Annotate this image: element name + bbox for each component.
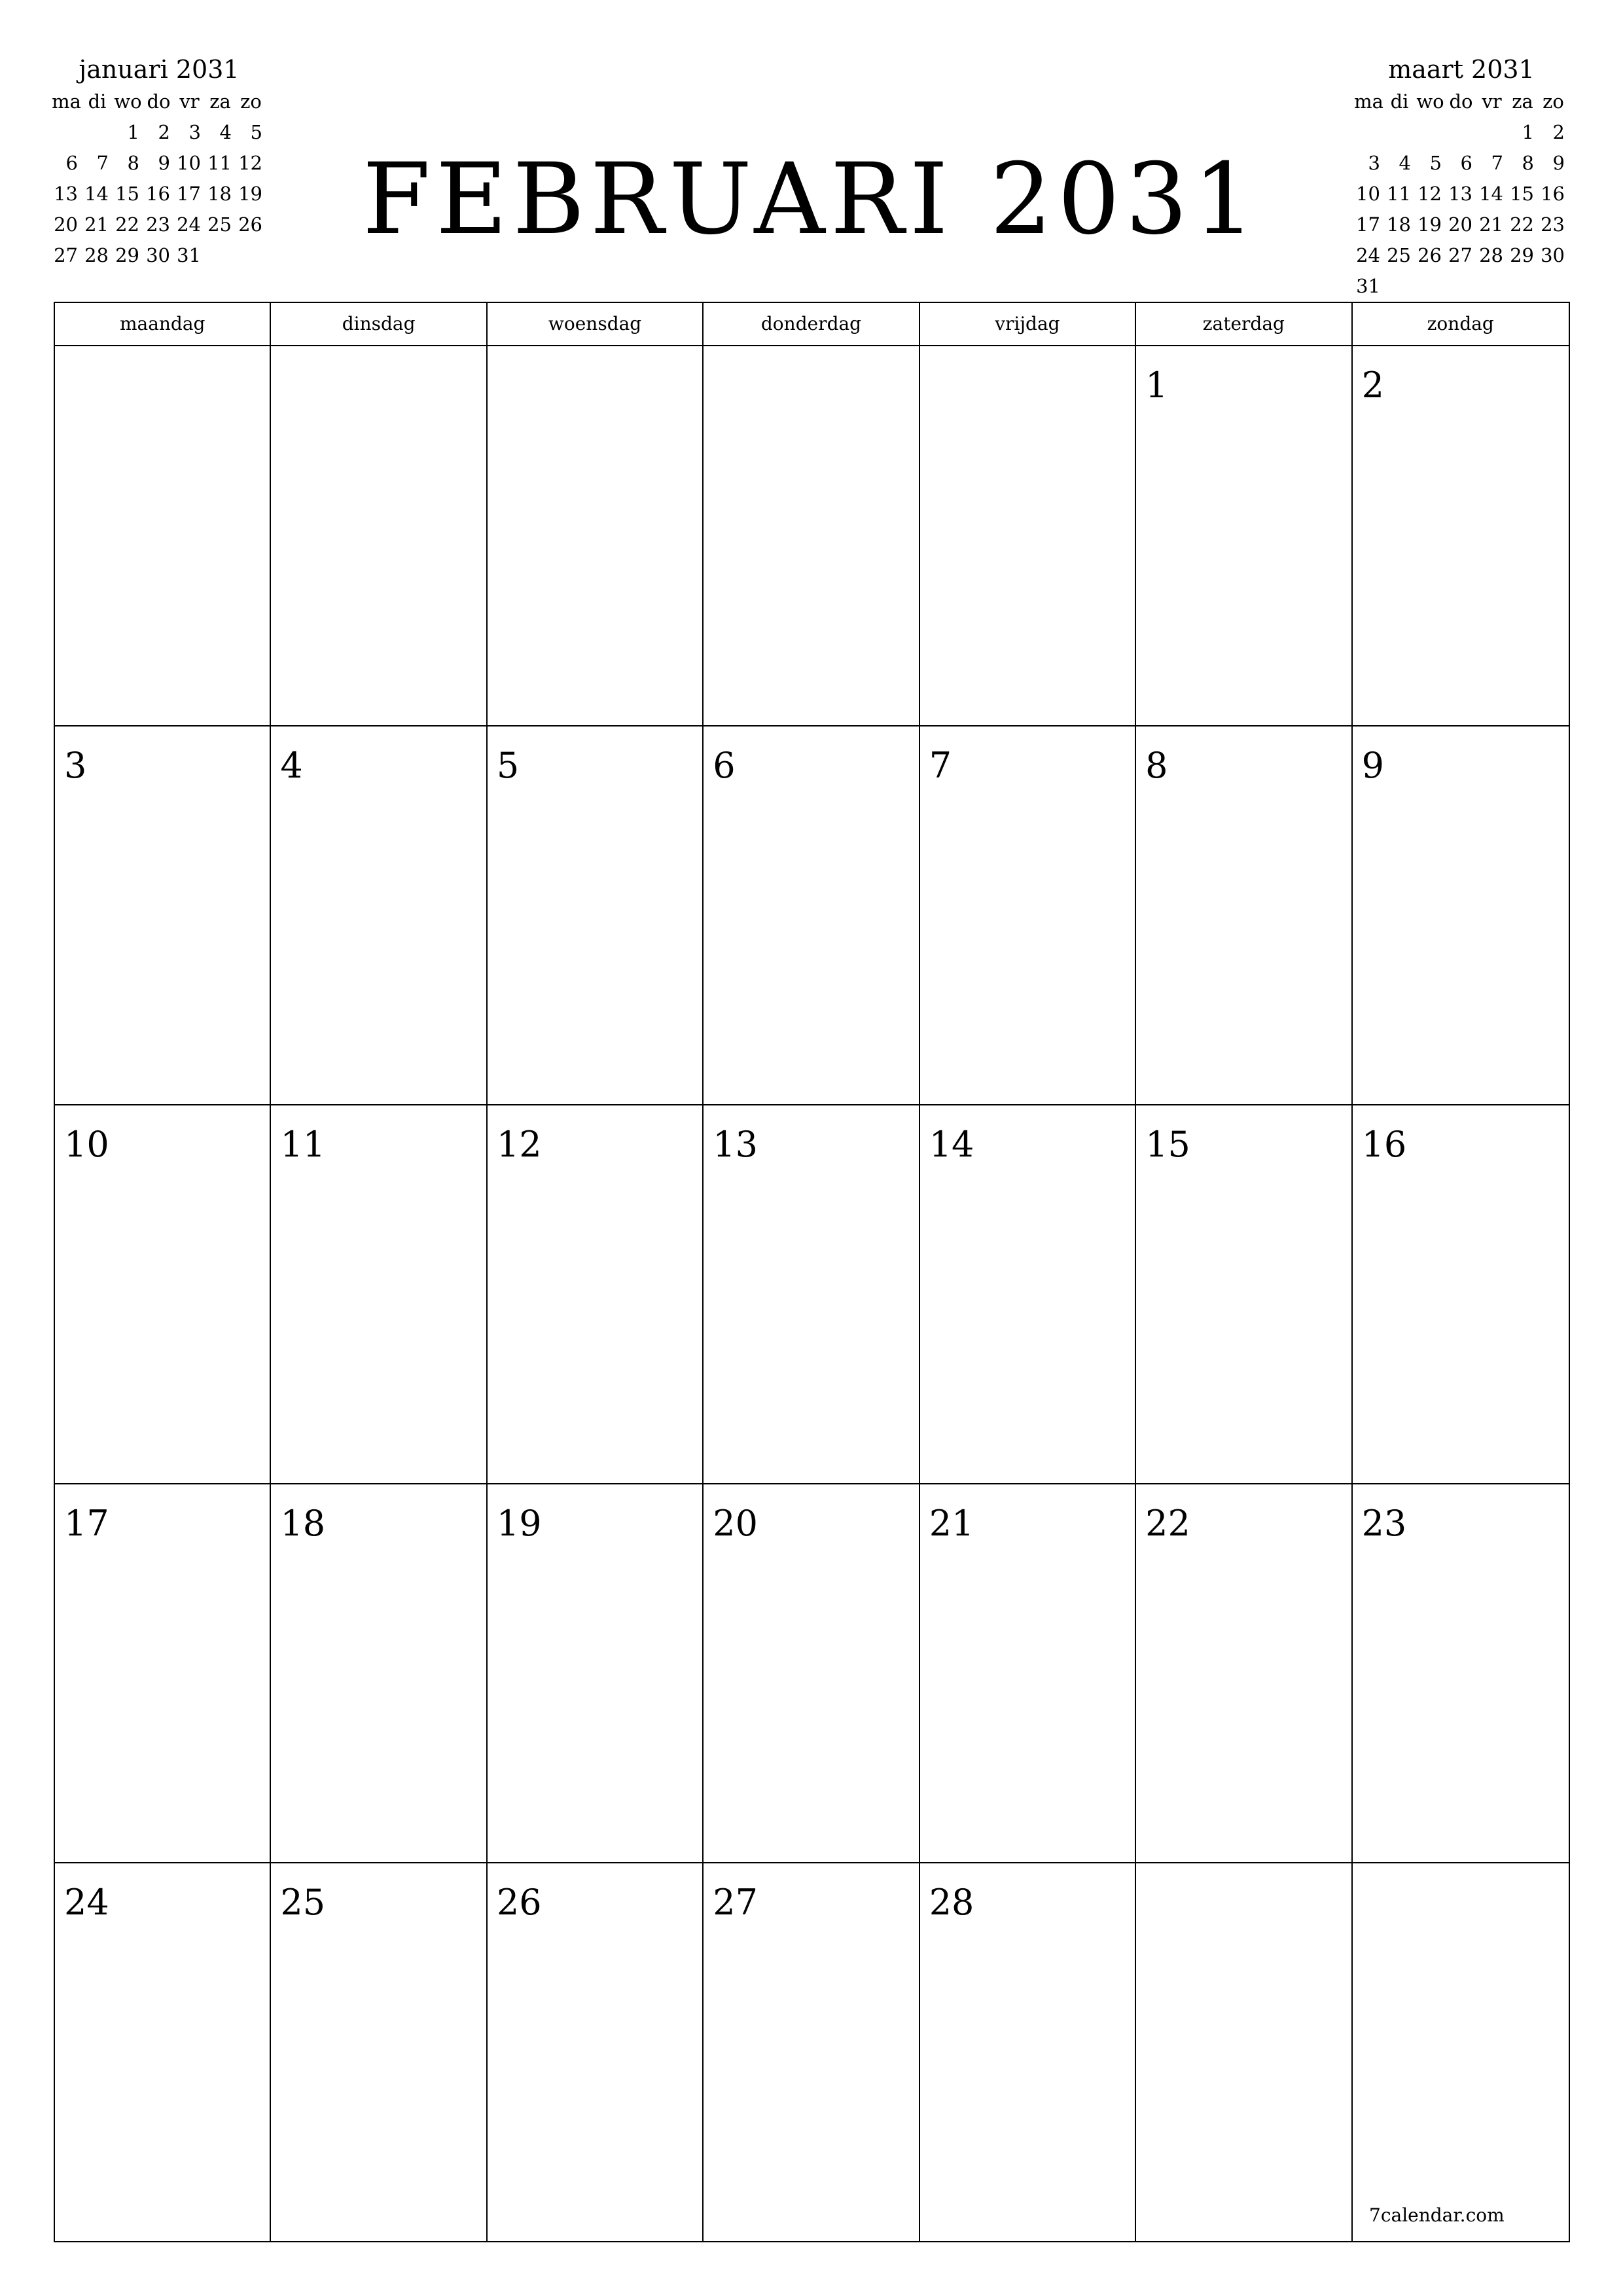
mini-day-number: 5 xyxy=(250,121,262,143)
mini-day-number: 26 xyxy=(238,213,262,236)
day-number: 25 xyxy=(280,1882,326,1923)
day-cell xyxy=(488,346,704,725)
day-cell xyxy=(1353,1483,1569,1862)
mini-calendar-next-month xyxy=(1353,52,1569,302)
mini-day-number: 6 xyxy=(1460,152,1472,174)
mini-empty-cell xyxy=(1446,117,1476,148)
mini-day-number: 3 xyxy=(188,121,201,143)
day-cell xyxy=(55,1104,271,1483)
mini-empty-cell xyxy=(1476,117,1507,148)
mini-day-number: 28 xyxy=(1479,244,1503,266)
mini-empty-cell xyxy=(1446,271,1476,302)
day-number: 4 xyxy=(280,745,303,786)
day-cell xyxy=(55,725,271,1104)
day-number: 3 xyxy=(64,745,87,786)
mini-day-number: 20 xyxy=(54,213,78,236)
day-cell xyxy=(488,1483,704,1862)
weekday-header: woensdag xyxy=(488,303,704,345)
mini-weekday-header: di xyxy=(1390,90,1409,113)
mini-day-number: 11 xyxy=(207,152,232,174)
mini-weekday-header: wo xyxy=(114,90,142,113)
mini-weekday-header: zo xyxy=(1543,90,1564,113)
day-number: 7 xyxy=(929,745,952,786)
mini-day-number: 12 xyxy=(238,152,262,174)
day-number: 2 xyxy=(1361,365,1384,406)
mini-empty-cell xyxy=(1384,117,1415,148)
mini-calendar-title: januari 2031 xyxy=(79,55,240,84)
day-cell xyxy=(920,1862,1136,2241)
day-cell xyxy=(1353,1104,1569,1483)
mini-day-number: 13 xyxy=(54,183,78,205)
mini-day-number: 9 xyxy=(158,152,170,174)
day-number: 19 xyxy=(496,1503,542,1544)
day-cell xyxy=(704,725,919,1104)
day-cell xyxy=(271,346,487,725)
mini-day-number: 31 xyxy=(177,244,201,266)
mini-empty-cell xyxy=(1415,271,1446,302)
mini-weekday-header: vr xyxy=(1482,90,1502,113)
day-cell xyxy=(1353,725,1569,1104)
mini-day-number: 1 xyxy=(127,121,139,143)
day-number: 28 xyxy=(929,1882,974,1923)
day-number: 9 xyxy=(1361,745,1384,786)
mini-day-number: 6 xyxy=(65,152,78,174)
mini-day-number: 8 xyxy=(127,152,139,174)
day-cell xyxy=(488,1104,704,1483)
day-cell xyxy=(271,1862,487,2241)
mini-empty-cell xyxy=(1384,271,1415,302)
day-number: 6 xyxy=(713,745,736,786)
mini-weekday-header: ma xyxy=(52,90,81,113)
mini-day-number: 21 xyxy=(84,213,109,236)
footer-credit: 7calendar.com xyxy=(1369,2204,1505,2226)
day-cell xyxy=(704,1862,919,2241)
day-number: 13 xyxy=(713,1124,758,1165)
mini-day-number: 13 xyxy=(1448,183,1472,205)
mini-weekday-header: za xyxy=(1512,90,1533,113)
day-number: 5 xyxy=(496,745,520,786)
mini-day-number: 20 xyxy=(1448,213,1472,236)
day-cell xyxy=(920,725,1136,1104)
day-cell xyxy=(488,725,704,1104)
mini-weekday-header: di xyxy=(88,90,107,113)
mini-day-number: 3 xyxy=(1368,152,1380,174)
mini-day-number: 18 xyxy=(1387,213,1411,236)
mini-weekday-header: do xyxy=(147,90,171,113)
mini-empty-cell xyxy=(205,240,236,271)
mini-calendar-prev-month xyxy=(51,52,267,271)
day-number: 17 xyxy=(64,1503,109,1544)
mini-day-number: 10 xyxy=(177,152,201,174)
day-cell xyxy=(920,346,1136,725)
weekday-header: donderdag xyxy=(704,303,919,345)
day-number: 10 xyxy=(64,1124,109,1165)
mini-day-number: 29 xyxy=(115,244,139,266)
mini-day-number: 22 xyxy=(1510,213,1534,236)
day-cell xyxy=(1136,1862,1352,2241)
day-number: 27 xyxy=(713,1882,758,1923)
day-cell xyxy=(271,1483,487,1862)
mini-calendar-grid xyxy=(51,86,267,271)
mini-day-number: 19 xyxy=(238,183,262,205)
mini-day-number: 2 xyxy=(1552,121,1565,143)
mini-day-number: 31 xyxy=(1356,275,1380,297)
day-cell xyxy=(704,346,919,725)
mini-day-number: 23 xyxy=(1541,213,1565,236)
day-cell xyxy=(704,1483,919,1862)
mini-weekday-header: za xyxy=(209,90,231,113)
day-number: 12 xyxy=(496,1124,542,1165)
mini-empty-cell xyxy=(82,117,113,148)
mini-day-number: 22 xyxy=(115,213,139,236)
day-number: 15 xyxy=(1145,1124,1190,1165)
mini-day-number: 30 xyxy=(1541,244,1565,266)
day-number: 24 xyxy=(64,1882,109,1923)
mini-weekday-header: ma xyxy=(1354,90,1383,113)
mini-empty-cell xyxy=(1507,271,1538,302)
mini-day-number: 10 xyxy=(1356,183,1380,205)
mini-day-number: 12 xyxy=(1418,183,1442,205)
day-number: 16 xyxy=(1361,1124,1407,1165)
mini-day-number: 24 xyxy=(177,213,201,236)
day-cell xyxy=(488,1862,704,2241)
day-number: 8 xyxy=(1145,745,1168,786)
mini-day-number: 24 xyxy=(1356,244,1380,266)
mini-day-number: 17 xyxy=(177,183,201,205)
mini-empty-cell xyxy=(51,117,82,148)
day-cell xyxy=(704,1104,919,1483)
day-number: 26 xyxy=(496,1882,542,1923)
weekday-header: dinsdag xyxy=(271,303,487,345)
mini-empty-cell xyxy=(1353,117,1384,148)
mini-empty-cell xyxy=(1415,117,1446,148)
day-number: 21 xyxy=(929,1503,974,1544)
day-number: 18 xyxy=(280,1503,326,1544)
mini-day-number: 16 xyxy=(146,183,170,205)
day-number: 22 xyxy=(1145,1503,1190,1544)
day-cell xyxy=(55,346,271,725)
mini-day-number: 9 xyxy=(1552,152,1565,174)
weekday-header: maandag xyxy=(55,303,271,345)
mini-calendar-grid xyxy=(1353,86,1569,302)
mini-day-number: 25 xyxy=(207,213,232,236)
mini-day-number: 21 xyxy=(1479,213,1503,236)
mini-day-number: 7 xyxy=(96,152,109,174)
day-number: 14 xyxy=(929,1124,974,1165)
mini-empty-cell xyxy=(1476,271,1507,302)
day-cell xyxy=(920,1483,1136,1862)
mini-day-number: 17 xyxy=(1356,213,1380,236)
mini-day-number: 27 xyxy=(1448,244,1472,266)
mini-calendar-title: maart 2031 xyxy=(1388,55,1535,84)
day-number: 11 xyxy=(280,1124,326,1165)
mini-empty-cell xyxy=(1538,271,1569,302)
day-number: 20 xyxy=(713,1503,758,1544)
mini-day-number: 4 xyxy=(1399,152,1411,174)
day-cell xyxy=(55,1483,271,1862)
page-title: FEBRUARI 2031 xyxy=(362,143,1261,257)
calendar-grid xyxy=(54,346,1570,2242)
mini-day-number: 27 xyxy=(54,244,78,266)
mini-day-number: 14 xyxy=(1479,183,1503,205)
mini-day-number: 15 xyxy=(1510,183,1534,205)
mini-day-number: 4 xyxy=(219,121,232,143)
mini-day-number: 2 xyxy=(158,121,170,143)
mini-day-number: 16 xyxy=(1541,183,1565,205)
mini-weekday-header: do xyxy=(1449,90,1473,113)
mini-empty-cell xyxy=(236,240,266,271)
mini-day-number: 1 xyxy=(1522,121,1534,143)
day-number: 23 xyxy=(1361,1503,1407,1544)
day-cell xyxy=(920,1104,1136,1483)
day-cell xyxy=(55,1862,271,2241)
day-cell xyxy=(1136,1483,1352,1862)
mini-day-number: 7 xyxy=(1491,152,1503,174)
day-cell xyxy=(1353,1862,1569,2241)
mini-weekday-header: vr xyxy=(179,90,200,113)
day-cell xyxy=(1136,346,1352,725)
mini-day-number: 29 xyxy=(1510,244,1534,266)
day-cell xyxy=(1136,725,1352,1104)
weekday-header: vrijdag xyxy=(920,303,1136,345)
mini-day-number: 11 xyxy=(1387,183,1411,205)
month-calendar xyxy=(54,302,1570,2242)
day-number: 1 xyxy=(1145,365,1168,406)
mini-weekday-header: zo xyxy=(240,90,262,113)
mini-day-number: 8 xyxy=(1522,152,1534,174)
mini-day-number: 19 xyxy=(1418,213,1442,236)
day-cell xyxy=(1136,1104,1352,1483)
day-cell xyxy=(271,725,487,1104)
mini-day-number: 30 xyxy=(146,244,170,266)
day-cell xyxy=(1353,346,1569,725)
mini-day-number: 28 xyxy=(84,244,109,266)
weekday-header-row xyxy=(54,302,1570,346)
weekday-header: zondag xyxy=(1427,313,1494,334)
mini-day-number: 23 xyxy=(146,213,170,236)
mini-day-number: 14 xyxy=(84,183,109,205)
mini-day-number: 18 xyxy=(207,183,232,205)
mini-day-number: 15 xyxy=(115,183,139,205)
mini-day-number: 5 xyxy=(1429,152,1442,174)
weekday-header: zaterdag xyxy=(1136,303,1352,345)
mini-weekday-header: wo xyxy=(1416,90,1444,113)
day-cell xyxy=(271,1104,487,1483)
mini-day-number: 25 xyxy=(1387,244,1411,266)
mini-day-number: 26 xyxy=(1418,244,1442,266)
